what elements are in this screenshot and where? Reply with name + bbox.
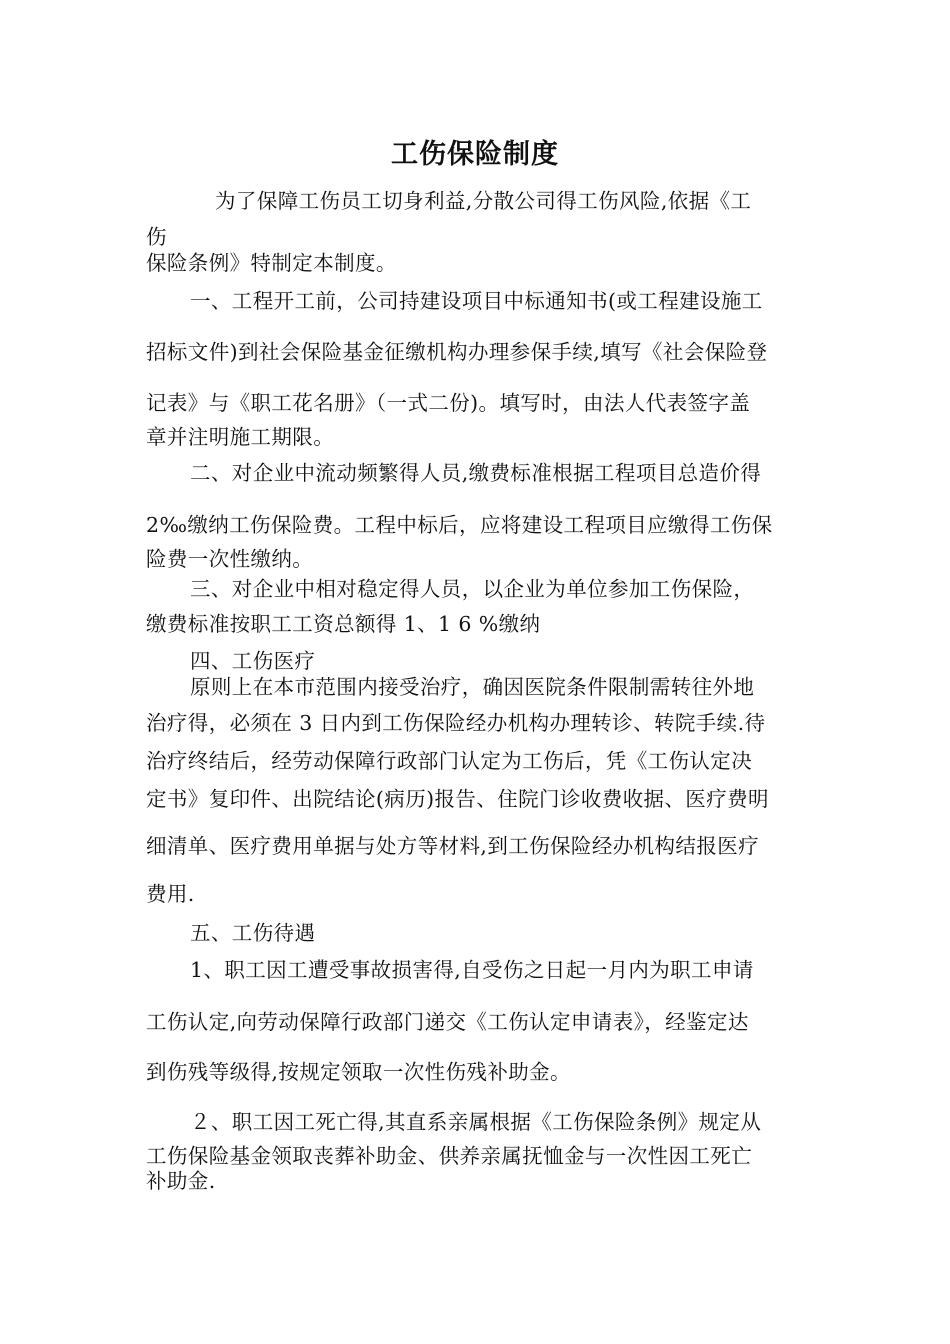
paragraph-line: 细清单、医疗费用单据与处方等材料,到工伤保险经办机构结报医疗: [146, 834, 760, 858]
paragraph-line: 险费一次性缴纳。: [146, 547, 314, 571]
paragraph-line: 费用.: [146, 882, 195, 906]
document-title: 工伤保险制度: [391, 139, 559, 170]
paragraph-line: 工伤保险基金领取丧葬补助金、供养亲属抚恤金与一次性因工死亡: [146, 1144, 753, 1168]
paragraph-line: 二、对企业中流动频繁得人员,缴费标准根据工程项目总造价得: [190, 461, 762, 485]
paragraph-line: 招标文件)到社会保险基金征缴机构办理参保手续,填写《社会保险登: [146, 340, 768, 364]
paragraph-line: 伤: [146, 225, 167, 249]
paragraph-line: 三、对企业中相对稳定得人员，以企业为单位参加工伤保险，: [190, 577, 755, 601]
paragraph-line: 四、工伤医疗: [190, 649, 316, 673]
paragraph-line: 保险条例》特制定本制度。: [146, 251, 397, 275]
paragraph-line: 为了保障工伤员工切身利益,分散公司得工伤风险,依据《工: [215, 189, 752, 213]
paragraph-line: 工伤认定,向劳动保障行政部门递交《工伤认定申请表》，经鉴定达: [146, 1010, 749, 1034]
paragraph-line: 缴费标准按职工工资总额得 1、1 6 %缴纳: [146, 612, 541, 636]
paragraph-line: 补助金.: [146, 1169, 216, 1193]
paragraph-line: 章并注明施工期限。: [146, 425, 335, 449]
paragraph-line: 1、职工因工遭受事故损害得,自受伤之日起一月内为职工申请: [190, 958, 754, 982]
paragraph-line: 记表》与《职工花名册》（一式二份)。填写时，由法人代表签字盖: [146, 391, 751, 415]
paragraph-line: 2‰缴纳工伤保险费。工程中标后，应将建设工程项目应缴得工伤保: [146, 513, 773, 537]
paragraph-line: 原则上在本市范围内接受治疗，确因医院条件限制需转往外地: [190, 675, 755, 699]
paragraph-line: 一、工程开工前，公司持建设项目中标通知书(或工程建设施工: [190, 289, 763, 313]
paragraph-line: ２、职工因工死亡得,其直系亲属根据《工伤保险条例》规定从: [190, 1110, 762, 1134]
paragraph-line: 五、工伤待遇: [190, 921, 316, 945]
paragraph-line: 治疗终结后，经劳动保障行政部门认定为工伤后，凭《工伤认定决: [146, 749, 753, 773]
paragraph-line: 治疗得，必须在 3 日内到工伤保险经办机构办理转诊、转院手续.待: [146, 711, 766, 735]
paragraph-line: 到伤残等级得,按规定领取一次性伤残补助金。: [146, 1060, 571, 1084]
paragraph-line: 定书》复印件、出院结论(病历)报告、住院门诊收费收据、医疗费明: [146, 787, 769, 811]
